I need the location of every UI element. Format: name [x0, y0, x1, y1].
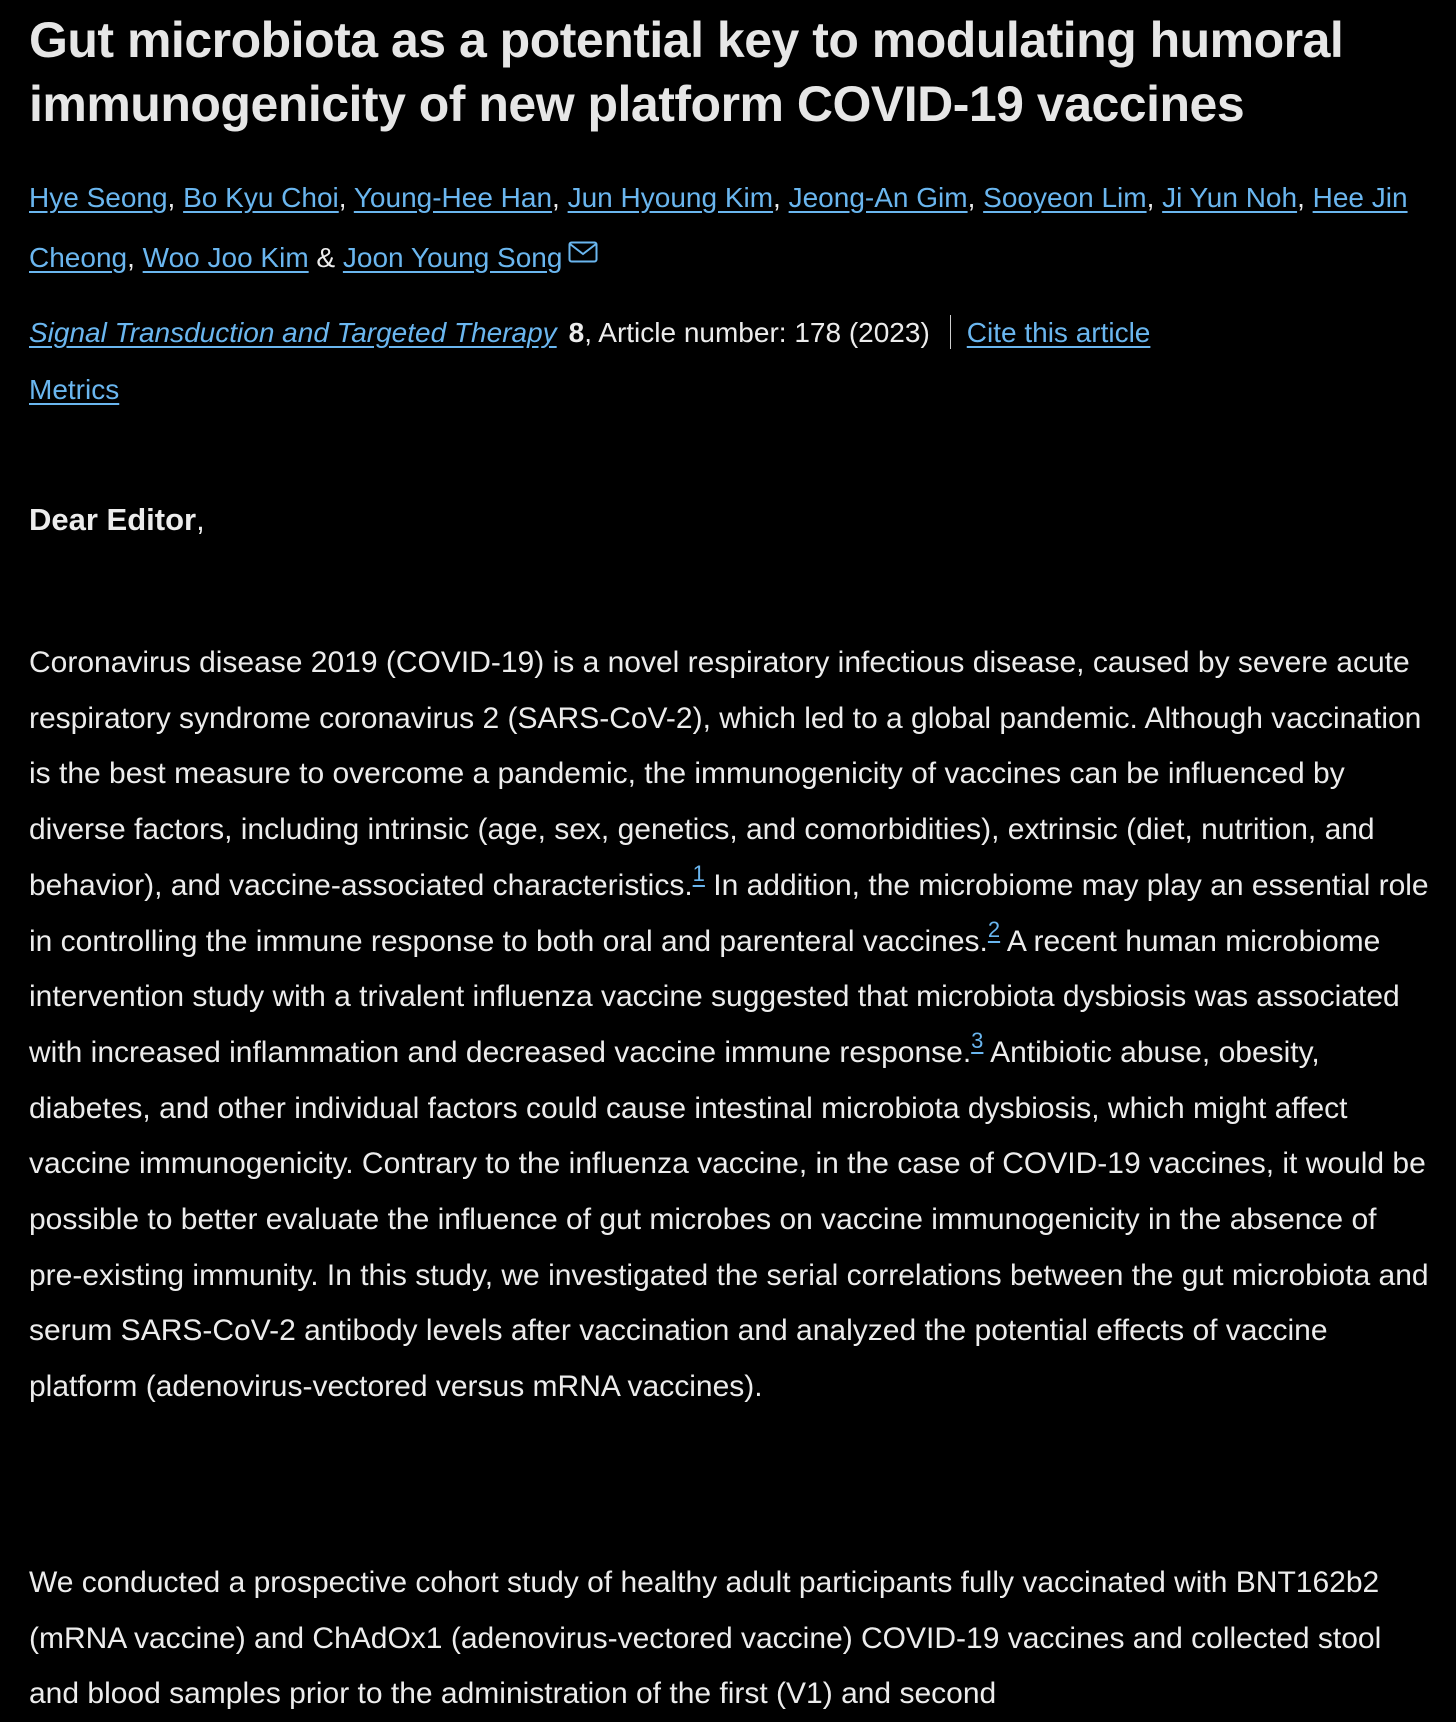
author-separator: ,: [1297, 182, 1313, 213]
author-separator: ,: [338, 182, 354, 213]
author-link[interactable]: Sooyeon Lim: [983, 182, 1147, 213]
author-separator: &: [308, 242, 343, 273]
reference-link-1[interactable]: 1: [692, 860, 705, 886]
author-link[interactable]: Young-Hee Han: [353, 182, 553, 213]
divider: [950, 315, 951, 349]
reference-link-2[interactable]: 2: [987, 916, 1001, 942]
author-link[interactable]: Woo Joo Kim: [142, 242, 309, 273]
salutation-text: Dear Editor: [29, 502, 197, 537]
author-separator: ,: [552, 182, 568, 213]
author-link[interactable]: Hee Jin Cheong: [29, 182, 1408, 273]
metrics-link[interactable]: Metrics: [29, 374, 120, 405]
author-separator: ,: [1146, 182, 1163, 213]
salutation: [29, 492, 205, 548]
author-link[interactable]: Bo Kyu Choi: [183, 182, 339, 213]
cite-article-link[interactable]: Cite this article: [966, 317, 1151, 348]
metrics-row: [29, 362, 119, 418]
author-separator: ,: [967, 182, 984, 213]
salutation-punctuation: ,: [196, 502, 205, 537]
reference-marker: [988, 915, 1000, 943]
paragraph-text: A recent human microbiome intervention study with a trivalent influenza vaccine suggested that microbiota dysbiosis was associated with increased inflammation and decreased vaccine immune response.: [29, 924, 1400, 1069]
author-separator: ,: [773, 182, 789, 213]
author-link[interactable]: Joon Young Song: [342, 242, 563, 273]
reference-link-3[interactable]: 3: [971, 1027, 984, 1053]
author-link[interactable]: Jun Hyoung Kim: [567, 182, 774, 213]
paragraph-text: In addition, the microbiome may play an essential role in controlling the immune response to both oral and parenteral vaccines.: [29, 868, 1429, 958]
journal-link[interactable]: Signal Transduction and Targeted Therapy: [29, 317, 557, 348]
article-info: , Article number: 178 (2023): [584, 317, 930, 348]
volume-number: 8: [568, 317, 585, 348]
author-link[interactable]: Hye Seong: [29, 182, 168, 213]
author-link[interactable]: Ji Yun Noh: [1162, 182, 1298, 213]
paragraph-text: Coronavirus disease 2019 (COVID-19) is a novel respiratory infectious disease, caused by severe acute respiratory syndrome coronavirus 2 (SARS-CoV-2), which led to a global pandemic. Although vaccination is the best measure to overcome a pandemic, the immunogenicity of vaccines can be influenced by diverse factors, including intrinsic (age, sex, genetics, and comorbidities), extrinsic (diet, nutrition, and behavior), and vaccine-associated characteristics.: [29, 646, 1422, 902]
paragraph-text: Antibiotic abuse, obesity, diabetes, and other individual factors could cause intestinal microbiota dysbiosis, which might affect vaccine immunogenicity. Contrary to the influenza vaccine, in the case of COVID-19 vaccines, it would be possible to better evaluate the influence of gut microbes on vaccine immunogenicity in the absence of pre-existing immunity. In this study, we investigated the serial correlations between the gut microbiota and serum SARS-CoV-2 antibody levels after vaccination and analyzed the potential effects of vaccine platform (adenovirus-vectored versus mRNA vaccines).: [29, 1035, 1429, 1404]
reference-marker: [971, 1026, 983, 1054]
author-separator: ,: [167, 182, 184, 213]
citation-line: [29, 305, 1429, 361]
envelope-icon[interactable]: [568, 226, 598, 282]
author-separator: ,: [127, 242, 143, 273]
body-paragraph-1: [29, 635, 1429, 1415]
reference-marker: [693, 859, 705, 887]
author-list: [29, 170, 1429, 286]
article-title: Gut microbiota as a potential key to modulating humoral immunogenicity of new platform COVID-19 vaccines: [29, 12, 1344, 132]
body-paragraph-2: We conducted a prospective cohort study of healthy adult participants fully vaccinated with BNT162b2 (mRNA vaccine) and ChAdOx1 (adenovirus-vectored vaccine) COVID-19 vaccines and collected stool and blood samples prior to the administration of the first (V1) and second: [29, 1566, 1382, 1711]
author-link[interactable]: Jeong-An Gim: [788, 182, 968, 213]
